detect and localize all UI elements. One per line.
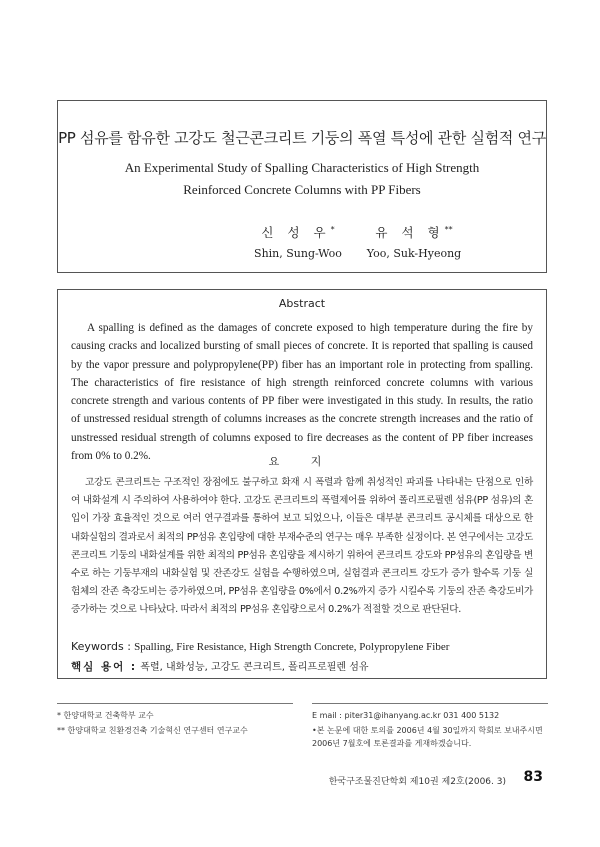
page-number: 83 [523,769,543,785]
author-2-korean: 유 석 형 [375,225,445,240]
footnote-divider-left [57,703,293,704]
keywords-korean-value: 폭렬, 내화성능, 고강도 콘크리트, 폴리프로필렌 섬유 [140,662,369,673]
keywords-line [71,640,449,653]
abstract-heading: Abstract [278,297,326,310]
keywords-korean-label: 핵심 용어 : [71,661,138,673]
journal-info: 한국구조물진단학회 제10권 제2호(2006. 3) [328,777,506,787]
title-box [57,100,547,273]
footnote-discussion: •본 논문에 대한 토의를 2006년 4월 30일까지 학회로 보내주시면 2006년 7월호에 토론결과를 게재하겠습니다. [312,726,543,748]
keywords-label: Keywords : [71,640,131,653]
summary-heading: 요 지 [268,455,336,468]
english-title-line2: Reinforced Concrete Columns with PP Fibers [183,182,421,197]
footnote-divider-right [312,703,548,704]
author-1-korean: 신 성 우 [261,225,331,240]
summary-text: 고강도 콘크리트는 구조적인 장점에도 불구하고 화재 시 폭렬과 함께 취성적인 파괴를 나타내는 단점으로 인하여 내화설계 시 주의하여 사용하여야 한다. 고강도 콘크리트의 폭렬제어를 위하여 폴리프로필렌 섬유(PP 섬유)의 혼입이 가장 효율적인 것으로 여러 연구결과를 통하여 보고 되었으나, 이들은 대부분 콘크리트 공시체를 대상으로 한 내화실험의 결과로서 최적의 PP섬유 혼입량에 대한 부재수준의 연구는 매우 부족한 실정이다. 본 연구에서는 고강도 콘크리트 기둥의 내화설계를 위한 최적의 PP섬유 혼입량을 제시하기 위하여 콘크리트 강도와 PP섬유의 혼입량을 변수로 하는 기둥부재의 내화실험 및 잔존강도 실험을 수행하였으며, 실험결과 콘크리트 강도가 증가 할수록 기둥 실험체의 잔존 축강도비는 증가하였으며, PP섬유 혼입량을 0%에서 0.2%까지 증가 시킬수록 기둥의 잔존 축강도비가 증가하는 것으로 나타났다. 따라서 최적의 PP섬유 혼입량으로서 0.2%가 적절할 것으로 판단된다. [71,477,533,616]
author-2-mark: ** [444,224,453,234]
abstract-box [57,289,547,679]
author-1-english: Shin, Sung-Woo [254,247,342,260]
author-2 [354,223,474,260]
korean-title: PP 섬유를 함유한 고강도 철근콘크리트 기둥의 폭열 특성에 관한 실험적 연구 [58,129,546,147]
author-1 [238,223,358,260]
footnote-email: E mail : piter31@ihanyang.ac.kr 031 400 5132 [312,711,500,720]
keywords-value: Spalling, Fire Resistance, High Strength Concrete, Polypropylene Fiber [134,641,450,653]
english-title-line1: An Experimental Study of Spalling Characteristics of High Strength [124,160,480,175]
keywords-korean-line [71,658,369,674]
footnote-author-2: ** 한양대학교 친환경건축 기술혁신 연구센터 연구교수 [57,726,248,735]
author-2-english: Yoo, Suk-Hyeong [366,247,462,260]
author-1-mark: * [330,224,335,234]
footnote-author-1: * 한양대학교 건축학부 교수 [57,711,154,720]
abstract-text: A spalling is defined as the damages of concrete exposed to high temperature during the fire by causing cracks and localized bursting of small pieces of concrete. It is reported that spalling is caused by the vapor pressure and polypropylene(PP) fiber has an important role in protecting from spalling. The characteristics of fire resistance of high strength reinforced concrete columns with various concrete strength and various contents of PP fiber were investigated in this study. In results, the ratio of unstressed residual strength of columns increases as the concrete strength increases and the ratio of unstressed residual strength of columns exposed to fire decreases as the content of PP fiber increases from 0% to 0.2%. [71,322,533,463]
